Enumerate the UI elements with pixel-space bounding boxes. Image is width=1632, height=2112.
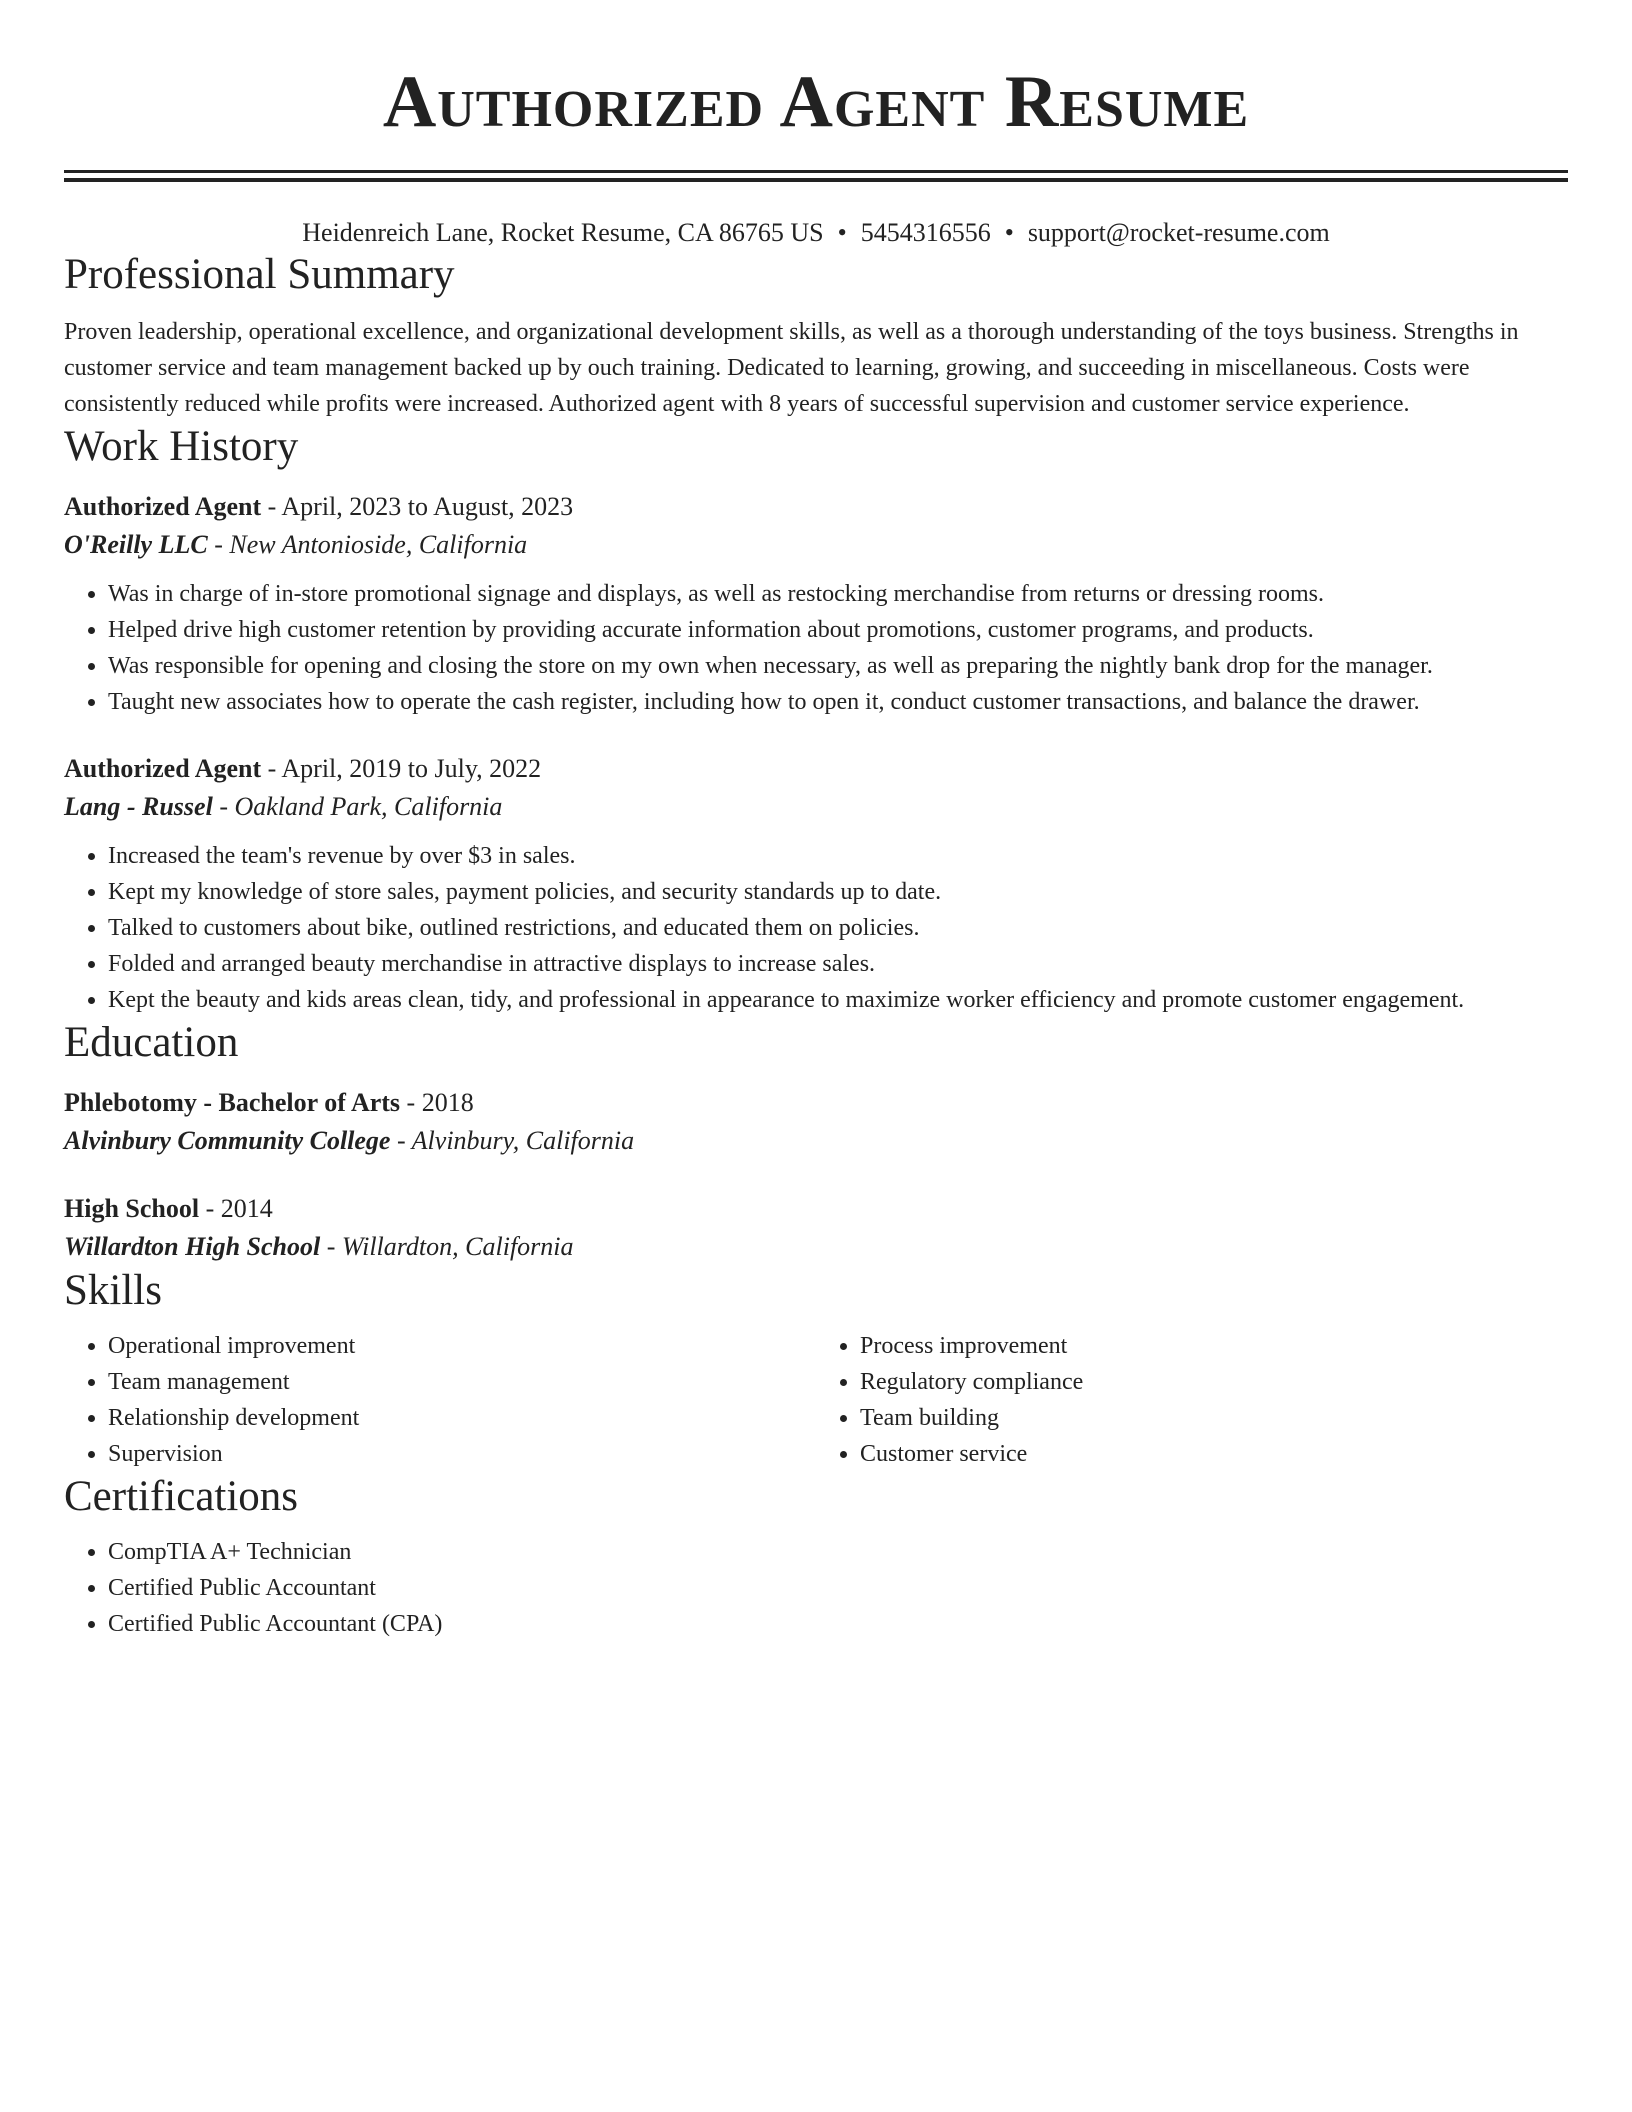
list-item: • Team building xyxy=(860,1400,1568,1436)
contact-phone: 5454316556 xyxy=(860,218,991,247)
list-item: • Certified Public Accountant xyxy=(108,1570,1568,1606)
job-title: Authorized Agent xyxy=(64,492,262,521)
list-item: • Kept the beauty and kids areas clean, tidy, and professional in appearance to maximize worker efficiency and promote customer engagement. xyxy=(108,982,1568,1018)
skills-grid xyxy=(64,1328,1568,1472)
list-item: • Customer service xyxy=(860,1436,1568,1472)
list-item: • Operational improvement xyxy=(108,1328,816,1364)
list-item: • CompTIA A+ Technician xyxy=(108,1534,1568,1570)
summary-text: Proven leadership, operational excellence, and organizational development skills, as well as a thorough understanding of the toys business. Strengths in customer service and team management backed up by ouch training. Dedicated to learning, growing, and succeeding in miscellaneous. Costs were consistently reduced while profits were increased. Authorized agent with 8 years of successful supervision and customer service experience. xyxy=(64,319,1519,417)
skills-heading: Skills xyxy=(64,1267,162,1314)
degree-line xyxy=(64,1084,1568,1122)
list-item: • Certified Public Accountant (CPA) xyxy=(108,1606,1568,1642)
education-entry-2 xyxy=(64,1190,1568,1266)
contact-separator: • xyxy=(1004,218,1014,247)
list-item: • Process improvement xyxy=(860,1328,1568,1364)
contact-line xyxy=(64,216,1568,250)
education-heading: Education xyxy=(64,1019,239,1066)
school-line xyxy=(64,1228,1568,1266)
title-double-rule xyxy=(64,170,1568,182)
school-name: Willardton High School xyxy=(64,1232,321,1261)
list-item: • Kept my knowledge of store sales, payment policies, and security standards up to date. xyxy=(108,874,1568,910)
degree-year: - 2018 xyxy=(400,1088,474,1117)
list-item: • Was in charge of in-store promotional signage and displays, as well as restocking merchandise from returns or dressing rooms. xyxy=(108,576,1568,612)
job-dates: - April, 2023 to August, 2023 xyxy=(261,492,574,521)
school-name: Alvinbury Community College xyxy=(64,1126,391,1155)
job-title: Authorized Agent xyxy=(64,754,262,783)
work-history-heading: Work History xyxy=(64,423,299,470)
school-location: - Willardton, California xyxy=(320,1232,574,1261)
degree-name: High School xyxy=(64,1194,200,1223)
summary-heading: Professional Summary xyxy=(64,251,455,298)
job-title-line xyxy=(64,488,1568,526)
degree-line xyxy=(64,1190,1568,1228)
contact-separator: • xyxy=(837,218,847,247)
school-location: - Alvinbury, California xyxy=(390,1126,635,1155)
job-dates: - April, 2019 to July, 2022 xyxy=(261,754,542,783)
company-name: O'Reilly LLC xyxy=(64,530,208,559)
list-item: • Team management xyxy=(108,1364,816,1400)
company-line xyxy=(64,526,1568,564)
school-line xyxy=(64,1122,1568,1160)
list-item: • Relationship development xyxy=(108,1400,816,1436)
job-entry-2 xyxy=(64,750,1568,1018)
list-item: • Folded and arranged beauty merchandise in attractive displays to increase sales. xyxy=(108,946,1568,982)
list-item: • Regulatory compliance xyxy=(860,1364,1568,1400)
list-item: • Increased the team's revenue by over $3 in sales. xyxy=(108,838,1568,874)
list-item: • Taught new associates how to operate the cash register, including how to open it, conduct customer transactions, and balance the drawer. xyxy=(108,684,1568,720)
certifications-heading: Certifications xyxy=(64,1473,299,1520)
contact-address: Heidenreich Lane, Rocket Resume, CA 86765 US xyxy=(302,218,824,247)
page-title: Authorized Agent Resume xyxy=(382,61,1250,143)
certifications-list xyxy=(64,1534,1568,1642)
job-title-line xyxy=(64,750,1568,788)
company-name: Lang - Russel xyxy=(64,792,213,821)
company-location: - New Antonioside, California xyxy=(207,530,528,559)
list-item: • Was responsible for opening and closing the store on my own when necessary, as well as preparing the nightly bank drop for the manager. xyxy=(108,648,1568,684)
skills-list-right xyxy=(816,1328,1568,1472)
education-entry-1 xyxy=(64,1084,1568,1160)
company-line xyxy=(64,788,1568,826)
job-bullets xyxy=(64,576,1568,720)
degree-name: Phlebotomy - Bachelor of Arts xyxy=(64,1088,401,1117)
degree-year: - 2014 xyxy=(199,1194,273,1223)
skills-list-left xyxy=(64,1328,816,1472)
job-bullets xyxy=(64,838,1568,1018)
list-item: • Talked to customers about bike, outlined restrictions, and educated them on policies. xyxy=(108,910,1568,946)
list-item: • Helped drive high customer retention by providing accurate information about promotions, customer programs, and products. xyxy=(108,612,1568,648)
company-location: - Oakland Park, California xyxy=(212,792,503,821)
list-item: • Supervision xyxy=(108,1436,816,1472)
job-entry-1 xyxy=(64,488,1568,720)
contact-email: support@rocket-resume.com xyxy=(1027,218,1330,247)
